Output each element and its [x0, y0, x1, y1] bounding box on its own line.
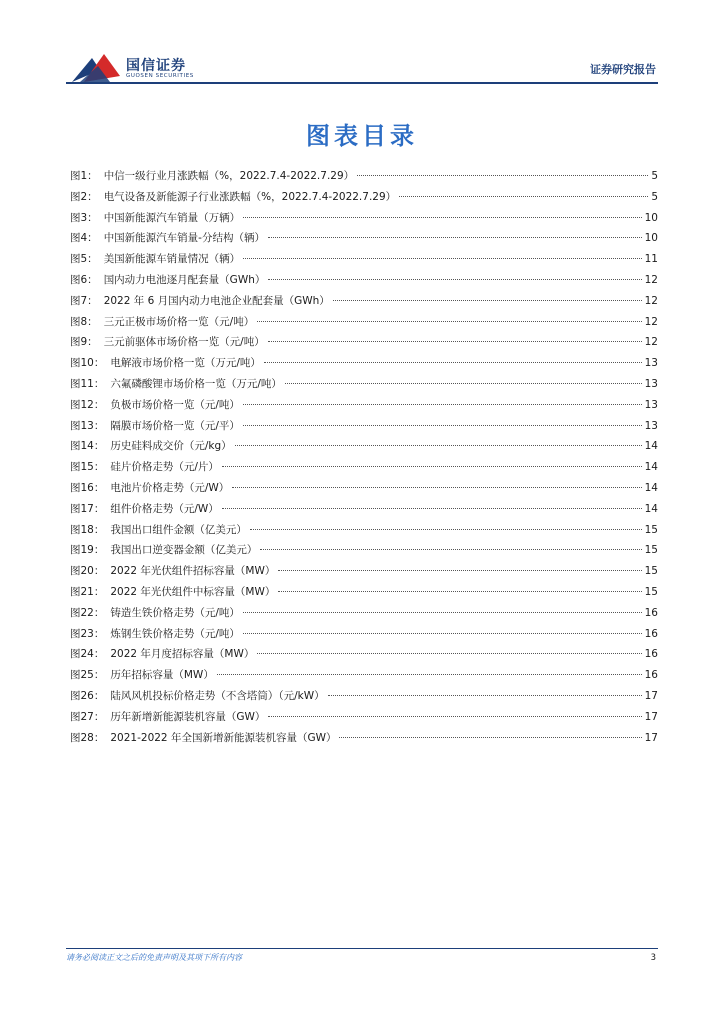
toc-dot-leader	[243, 612, 642, 613]
toc-figure-caption[interactable]: 中国新能源汽车销量-分结构（辆）	[103, 232, 265, 245]
toc-figure-caption[interactable]: 三元前驱体市场价格一览（元/吨）	[103, 336, 265, 349]
guosen-logo-icon	[70, 52, 122, 86]
toc-figure-label: 图28：	[70, 731, 105, 744]
toc-dot-leader	[328, 695, 642, 696]
toc-dot-leader	[243, 425, 642, 426]
toc-entry[interactable]	[70, 730, 658, 751]
toc-entry[interactable]	[70, 251, 658, 272]
toc-page-number[interactable]: 16	[644, 669, 658, 682]
toc-page-number[interactable]: 12	[644, 294, 658, 307]
toc-dot-leader	[257, 321, 641, 322]
toc-entry[interactable]	[70, 584, 658, 605]
toc-figure-caption[interactable]: 负极市场价格一览（元/吨）	[110, 398, 240, 411]
toc-figure-label: 图23：	[70, 627, 105, 640]
toc-page-number[interactable]: 10	[644, 211, 658, 224]
toc-figure-caption[interactable]: 组件价格走势（元/W）	[110, 502, 219, 515]
toc-figure-caption[interactable]: 六氟磷酸锂市场价格一览（万元/吨）	[110, 377, 282, 390]
toc-figure-caption[interactable]: 隔膜市场价格一览（元/平）	[110, 419, 240, 432]
toc-entry[interactable]	[70, 210, 658, 231]
toc-figure-label: 图17：	[70, 502, 105, 515]
toc-figure-label: 图25：	[70, 669, 105, 682]
toc-figure-caption[interactable]: 2022 年光伏组件招标容量（MW）	[110, 565, 276, 578]
toc-page-number[interactable]: 5	[651, 170, 658, 182]
brand-name-cn: 国信证券	[126, 58, 186, 74]
toc-dot-leader	[333, 300, 642, 301]
toc-entry[interactable]	[70, 480, 658, 501]
toc-figure-label: 图13：	[70, 419, 105, 432]
toc-dot-leader	[399, 196, 648, 197]
toc-figure-caption[interactable]: 2022 年光伏组件中标容量（MW）	[110, 585, 276, 598]
toc-page-number[interactable]: 13	[644, 398, 658, 411]
toc-page-number[interactable]: 12	[644, 273, 658, 286]
toc-figure-caption[interactable]: 2022 年月度招标容量（MW）	[110, 648, 255, 661]
toc-entry[interactable]	[70, 314, 658, 335]
toc-figure-label: 图7：	[70, 294, 98, 307]
toc-page-number[interactable]: 11	[644, 253, 658, 266]
toc-figure-caption[interactable]: 国内动力电池逐月配套量（GWh）	[103, 273, 266, 286]
toc-page-number[interactable]: 16	[644, 627, 658, 640]
toc-figure-caption[interactable]: 中国新能源汽车销量（万辆）	[103, 211, 241, 224]
toc-figure-label: 图5：	[70, 253, 98, 266]
toc-dot-leader	[264, 362, 642, 363]
report-type-label: 证券研究报告	[590, 63, 656, 76]
toc-figure-label: 图27：	[70, 710, 105, 723]
header-divider	[66, 82, 658, 84]
toc-dot-leader	[339, 737, 641, 738]
toc-entry[interactable]	[70, 418, 658, 439]
toc-figure-label: 图15：	[70, 461, 105, 474]
toc-entry[interactable]	[70, 293, 658, 314]
toc-page-number[interactable]: 15	[644, 523, 658, 536]
toc-entry[interactable]	[70, 501, 658, 522]
toc-entry[interactable]	[70, 438, 658, 459]
toc-entry[interactable]	[70, 626, 658, 647]
toc-dot-leader	[260, 549, 641, 550]
page-header	[0, 0, 724, 86]
toc-dot-leader	[222, 508, 642, 509]
toc-page-number[interactable]: 15	[644, 585, 658, 598]
toc-figure-label: 图12：	[70, 398, 105, 411]
toc-entry[interactable]	[70, 334, 658, 355]
toc-dot-leader	[235, 445, 642, 446]
toc-page-number[interactable]: 5	[651, 190, 658, 203]
toc-page-number[interactable]: 15	[644, 565, 658, 578]
toc-figure-label: 图9：	[70, 336, 98, 349]
toc-entry[interactable]	[70, 459, 658, 480]
toc-figure-caption[interactable]: 电池片价格走势（元/W）	[110, 481, 230, 494]
toc-entry[interactable]	[70, 272, 658, 293]
toc-entry[interactable]	[70, 563, 658, 584]
toc-figure-label: 图11：	[70, 377, 105, 390]
toc-figure-caption[interactable]: 炼钢生铁价格走势（元/吨）	[110, 627, 240, 640]
toc-figure-label: 图16：	[70, 481, 105, 494]
toc-entry[interactable]	[70, 646, 658, 667]
toc-figure-caption[interactable]: 2022 年 6 月国内动力电池企业配套量（GWh）	[103, 294, 330, 307]
toc-dot-leader	[268, 716, 641, 717]
toc-entry[interactable]	[70, 189, 658, 210]
toc-figure-label: 图4：	[70, 232, 98, 245]
toc-page-number[interactable]: 12	[644, 315, 658, 328]
toc-figure-caption[interactable]: 电解液市场价格一览（万元/吨）	[110, 357, 261, 370]
toc-dot-leader	[250, 529, 642, 530]
toc-figure-label: 图14：	[70, 440, 105, 453]
toc-page-number[interactable]: 14	[644, 481, 658, 494]
toc-figure-label: 图21：	[70, 585, 105, 598]
toc-page-number[interactable]: 16	[644, 606, 658, 619]
toc-page-number[interactable]: 17	[644, 689, 658, 702]
toc-entry[interactable]	[70, 688, 658, 709]
toc-figure-caption[interactable]: 我国出口组件金额（亿美元）	[110, 523, 247, 536]
toc-figure-label: 图19：	[70, 544, 105, 557]
table-of-figures	[70, 168, 658, 750]
toc-figure-caption[interactable]: 陆风风机投标价格走势（不含塔筒）（元/kW）	[110, 689, 325, 702]
toc-page-number[interactable]: 12	[644, 336, 658, 349]
brand-name-en: GUOSEN SECURITIES	[126, 73, 194, 79]
footer-divider	[66, 948, 658, 949]
toc-figure-caption[interactable]: 铸造生铁价格走势（元/吨）	[110, 606, 240, 619]
toc-dot-leader	[232, 487, 641, 488]
toc-figure-label: 图8：	[70, 315, 98, 328]
toc-page-number[interactable]: 15	[644, 544, 658, 557]
toc-page-number[interactable]: 14	[644, 502, 658, 515]
toc-dot-leader	[257, 653, 641, 654]
toc-dot-leader	[243, 258, 641, 259]
toc-figure-caption[interactable]: 中信一级行业月涨跌幅（%，2022.7.4-2022.7.29）	[103, 170, 355, 182]
toc-page-number[interactable]: 13	[644, 377, 658, 390]
toc-figure-label: 图20：	[70, 565, 105, 578]
toc-entry[interactable]	[70, 397, 658, 418]
toc-dot-leader	[222, 466, 642, 467]
toc-entry[interactable]	[70, 605, 658, 626]
toc-figure-label: 图6：	[70, 273, 98, 286]
toc-page-number[interactable]: 17	[644, 710, 658, 723]
toc-figure-label: 图3：	[70, 211, 98, 224]
page-number: 3	[650, 953, 656, 963]
toc-figure-label: 图26：	[70, 689, 105, 702]
toc-dot-leader	[285, 383, 642, 384]
toc-figure-caption[interactable]: 历史硅料成交价（元/kg）	[110, 440, 232, 453]
toc-page-number[interactable]: 17	[644, 731, 658, 744]
toc-figure-caption[interactable]: 历年新增新能源装机容量（GW）	[110, 710, 266, 723]
toc-figure-label: 图18：	[70, 523, 105, 536]
toc-figure-caption[interactable]: 我国出口逆变器金额（亿美元）	[110, 544, 258, 557]
toc-dot-leader	[278, 570, 641, 571]
toc-dot-leader	[268, 237, 642, 238]
toc-page-number[interactable]: 16	[644, 648, 658, 661]
toc-entry[interactable]	[70, 667, 658, 688]
toc-page-number[interactable]: 10	[644, 232, 658, 245]
toc-title: 图表目录	[306, 122, 418, 150]
toc-entry[interactable]	[70, 230, 658, 251]
toc-dot-leader	[268, 279, 641, 280]
toc-entry[interactable]	[70, 709, 658, 730]
toc-figure-caption[interactable]: 2021-2022 年全国新增新能源装机容量（GW）	[110, 731, 337, 744]
toc-figure-label: 图24：	[70, 648, 105, 661]
footer-disclaimer: 请务必阅读正文之后的免责声明及其项下所有内容	[66, 953, 242, 962]
toc-page-number[interactable]: 13	[644, 357, 658, 370]
toc-dot-leader	[268, 341, 642, 342]
toc-figure-caption[interactable]: 电气设备及新能源子行业涨跌幅（%，2022.7.4-2022.7.29）	[103, 190, 397, 203]
toc-entry[interactable]	[70, 355, 658, 376]
toc-dot-leader	[243, 404, 642, 405]
toc-dot-leader	[278, 591, 641, 592]
toc-figure-label: 图1：	[70, 170, 98, 182]
toc-entry[interactable]	[70, 168, 658, 189]
toc-page-number[interactable]: 14	[644, 461, 658, 474]
toc-dot-leader	[357, 175, 648, 176]
toc-figure-caption[interactable]: 硅片价格走势（元/片）	[110, 461, 219, 474]
toc-figure-caption[interactable]: 美国新能源车销量情况（辆）	[103, 253, 241, 266]
toc-dot-leader	[217, 674, 642, 675]
toc-entry[interactable]	[70, 542, 658, 563]
toc-page-number[interactable]: 14	[644, 440, 658, 453]
toc-figure-caption[interactable]: 历年招标容量（MW）	[110, 669, 214, 682]
toc-entry[interactable]	[70, 376, 658, 397]
toc-dot-leader	[243, 633, 642, 634]
toc-figure-caption[interactable]: 三元正极市场价格一览（元/吨）	[103, 315, 255, 328]
toc-figure-label: 图22：	[70, 606, 105, 619]
toc-figure-label: 图2：	[70, 190, 98, 203]
toc-entry[interactable]	[70, 522, 658, 543]
toc-page-number[interactable]: 13	[644, 419, 658, 432]
toc-dot-leader	[243, 217, 641, 218]
toc-figure-label: 图10：	[70, 357, 105, 370]
